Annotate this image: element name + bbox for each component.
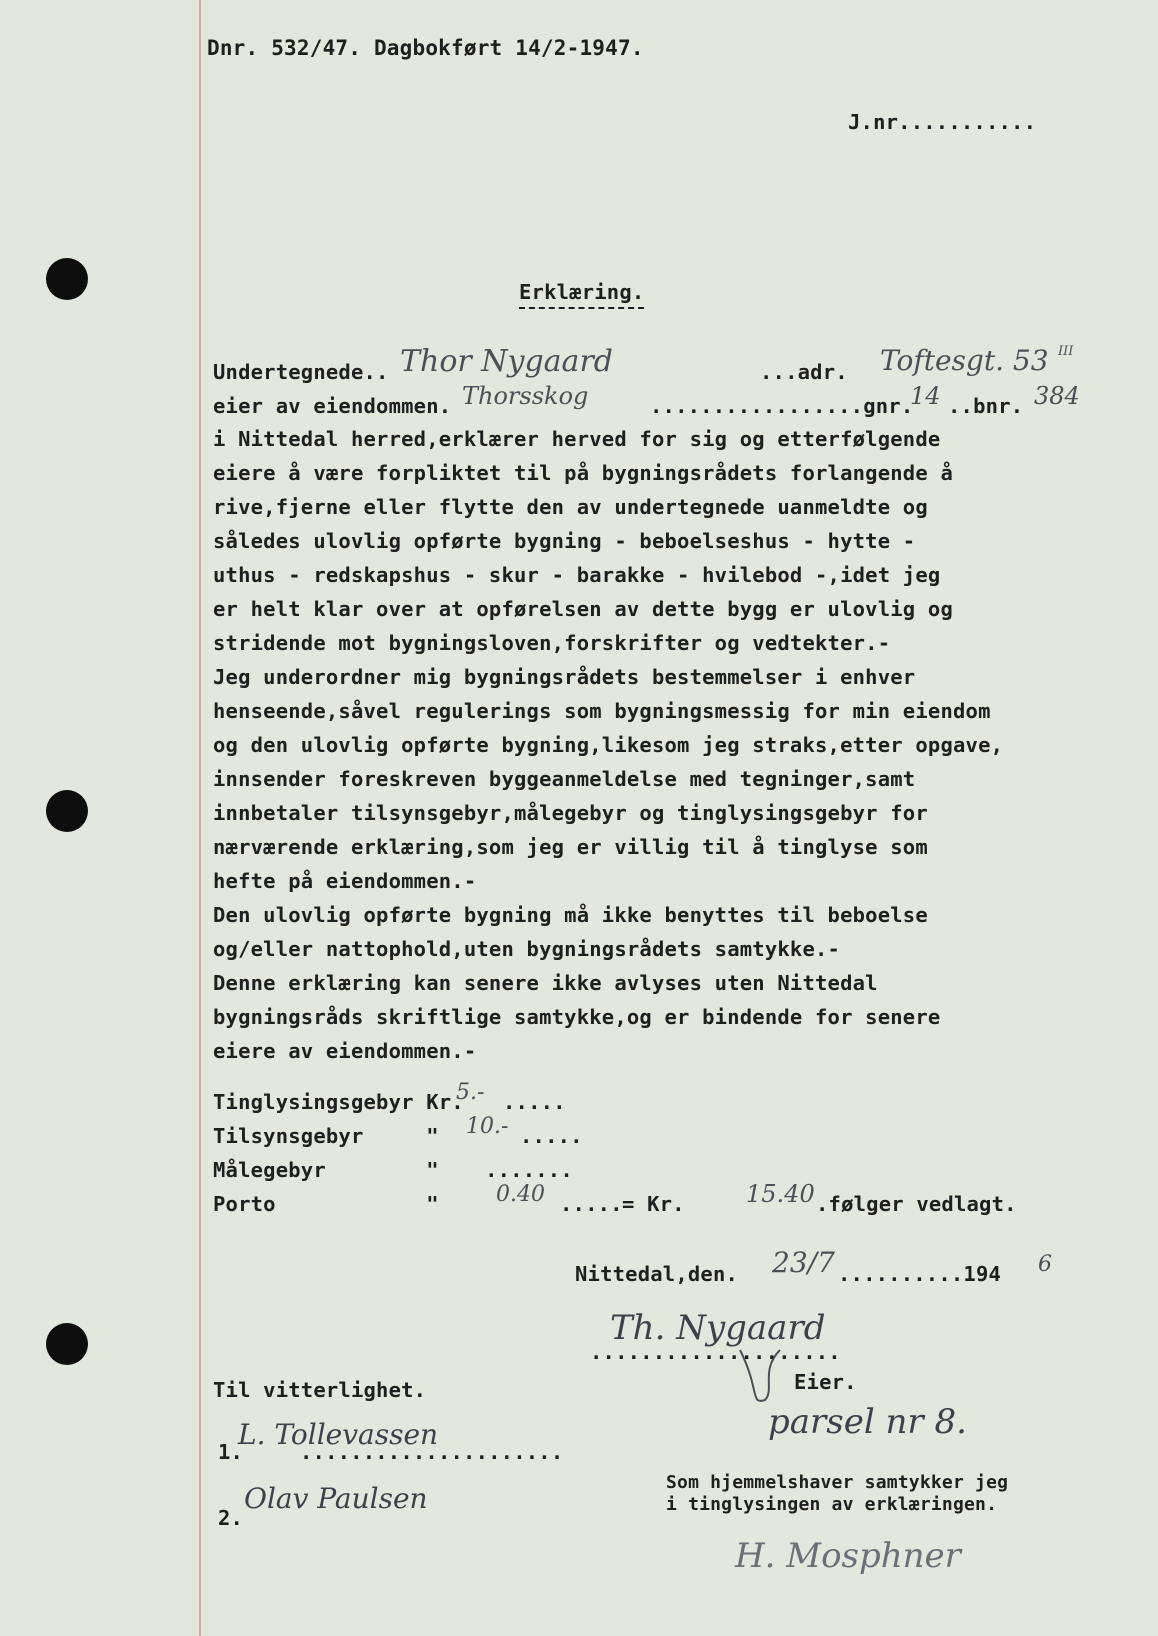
body-line: Jeg underordner mig bygningsrådets bestemmelser i enhver [213,665,916,689]
body-line: er helt klar over at opførelsen av dette bygg er ulovlig og [213,597,953,621]
owner-label: Eier. [794,1370,857,1394]
margin-line [199,0,201,1636]
fee-value-tilsyn: 10.- [466,1114,509,1139]
jnr-field: J.nr........... [848,110,1037,134]
body-line: eiere av eiendommen.- [213,1039,477,1063]
witness-signature: Olav Paulsen [244,1482,428,1515]
body-line: innbetaler tilsynsgebyr,målegebyr og tinglysingsgebyr for [213,801,928,825]
parsel-note: parsel nr 8. [768,1402,967,1442]
body-line: eiere å være forpliktet til på bygningsrådets forlangende å [213,461,953,485]
body-line: og den ulovlig opførte bygning,likesom jeg straks,etter opgave, [213,733,1004,757]
consent-line-1: Som hjemmelshaver samtykker jeg [666,1472,1009,1493]
witness-dots: ..................... [300,1440,564,1464]
witness-number: 1. [218,1440,244,1464]
fee-value-porto: 0.40 [496,1182,545,1207]
body-line: og/eller nattophold,uten bygningsrådets samtykke.- [213,937,841,961]
body-line: rive,fjerne eller flytte den av undertegnede uanmeldte og [213,495,928,519]
undertegnede-dots: ...adr. [760,360,848,384]
fee-label-tinglysing: Tinglysingsgebyr Kr. [213,1090,464,1114]
fee-dots: ..... [560,1192,623,1216]
witness-heading: Til vitterlighet. [213,1378,427,1402]
body-line: innsender foreskreven byggeanmeldelse med tegninger,samt [213,767,916,791]
undertegnede-value: Thor Nygaard [400,344,613,379]
dnr-line: Dnr. 532/47. Dagbokført 14/2-1947. [207,36,644,60]
body-line: i Nittedal herred,erklærer herved for sig og etterfølgende [213,427,941,451]
body-line: stridende mot bygningsloven,forskrifter og vedtekter.- [213,631,891,655]
date-value: 23/7 [772,1246,835,1279]
witness-number: 2. [218,1506,244,1530]
holder-signature: H. Mosphner [735,1536,961,1576]
owner-dots: .................... [590,1340,841,1364]
fee-label-porto: Porto " [213,1192,439,1216]
witness-signature: L. Tollevassen [238,1418,439,1451]
adr-value: Toftesgt. 53 [880,344,1049,377]
punch-hole [46,790,88,832]
body-line: henseende,såvel regulerings som bygningsmessig for min eiendom [213,699,991,723]
total-rest: .følger vedlagt. [816,1192,1017,1216]
eier-dots: .................gnr. [650,394,914,418]
porto-rest: = Kr. [622,1192,685,1216]
punch-hole [46,258,88,300]
body-line: bygningsråds skriftlige samtykke,og er bindende for senere [213,1005,941,1029]
body-line: hefte på eiendommen.- [213,869,477,893]
eier-value: Thorsskog [462,382,589,410]
fee-dots: ..... [520,1124,583,1148]
total-value: 15.40 [746,1180,815,1208]
date-dots: ..........194 [838,1262,1002,1286]
fee-label-maale: Målegebyr " [213,1158,439,1182]
page-title: Erklæring. [519,280,645,304]
date-prefix: Nittedal,den. [575,1262,739,1286]
bnr-value: 384 [1034,382,1080,410]
fee-dots: ....... [460,1158,573,1182]
consent-line-2: i tinglysingen av erklæringen. [666,1494,998,1515]
body-line: nærværende erklæring,som jeg er villig til å tinglyse som [213,835,928,859]
eier-label: eier av eiendommen. [213,394,452,418]
fee-dots: ..... [503,1090,566,1114]
punch-hole [46,1323,88,1365]
body-line: uthus - redskapshus - skur - barakke - hvilebod -,idet jeg [213,563,941,587]
year-digit: 6 [1038,1252,1052,1277]
body-line: Den ulovlig opførte bygning må ikke benyttes til beboelse [213,903,928,927]
gnr-value: 14 [910,382,941,410]
owner-signature: Th. Nygaard [610,1308,826,1348]
bnr-label: ..bnr. [948,394,1024,418]
adr-suffix: III [1058,344,1074,359]
body-line: Denne erklæring kan senere ikke avlyses uten Nittedal [213,971,878,995]
fee-value-tinglysing: 5.- [456,1080,485,1105]
undertegnede-label: Undertegnede.. [213,360,389,384]
body-line: således ulovlig opførte bygning - beboelseshus - hytte - [213,529,916,553]
fee-label-tilsyn: Tilsynsgebyr " [213,1124,439,1148]
